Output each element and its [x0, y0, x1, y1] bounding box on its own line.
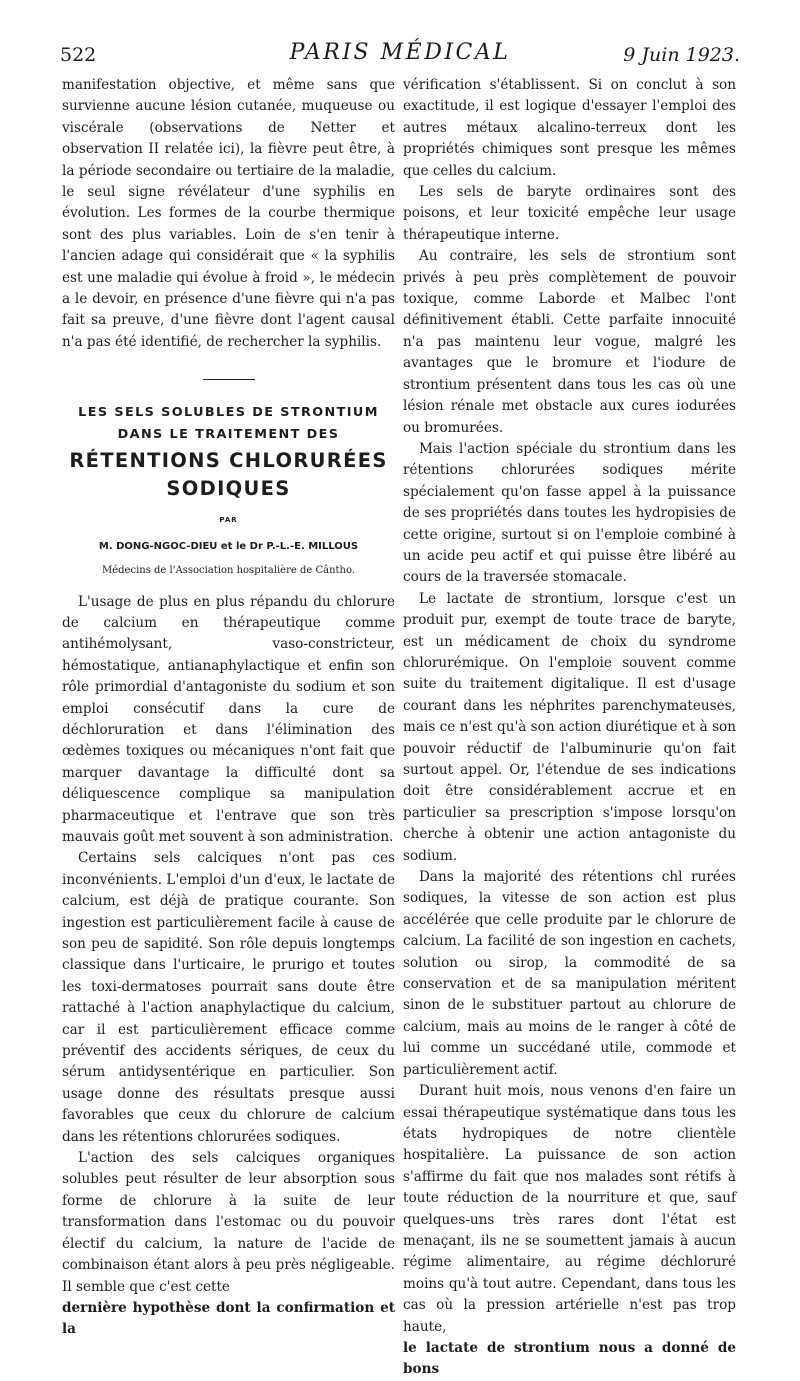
paragraph: Au contraire, les sels de strontium sont privés à peu près complètement de pouvoir toxique, comme Laborde et Malbec l'ont définitivement établi. Cette parfaite innocuité n'a pas maintenu leur vogue, malgré les avantages que le bromure et l'iodure de strontium présentent dans tous les cas où une lésion rénale met obstacle aux cures iodurées ou bromurées. — [403, 248, 736, 436]
paragraph: Les sels de baryte ordinaires sont des poisons, et leur toxicité empêche leur usage thérapeutique interne. — [403, 184, 736, 243]
continued-paragraph: vérification s'établissent. Si on conclut à son exactitude, il est logique d'essayer l'emploi des autres métaux alcalino-terreux dont les propriétés chimiques sont presque les mêmes que celles du calcium. — [403, 77, 736, 179]
paragraph-last-line: dernière hypothèse dont la confirmation et la — [62, 1299, 395, 1338]
paragraph: L'action des sels calciques organiques solubles peut résulter de leur absorption sous forme de chlorure à la suite de leur transformation dans l'estomac ou du pouvoir électif du calcium, la nature de l'acide de combinaison étant alors à peu près négligeable. Il semble que c'est cette — [62, 1150, 395, 1295]
article-title-line-3: RÉTENTIONS CHLORURÉES — [69, 449, 388, 473]
article-authors: M. DONG-NGOC-DIEU et le Dr P.-L.-E. MILLOUS — [98, 540, 359, 552]
paragraph: L'usage de plus en plus répandu du chlorure de calcium en thérapeutique comme antihémolysant, vaso-constricteur, hémostatique, antianaphylactique et enfin son rôle primordial d'antagoniste du sodium et son emploi consécutif dans la cure de déchloruration et dans l'élimination des œdèmes toxiques ou mécaniques n'ont fait que marquer davantage la difficulté dont sa déliquescence complique sa manipulation pharmaceutique et l'entrave que son très mauvais goût met souvent à son administration. — [62, 593, 395, 845]
paragraph: Certains sels calciques n'ont pas ces inconvénients. L'emploi d'un d'eux, le lactate de calcium, est déjà de pratique courante. Son ingestion est particulièrement facile à cause de son peu de sapidité. Son rôle depuis longtemps classique dans l'urticaire, le prurigo et toutes les toxi-dermatoses pourrait sans doute être rattaché à l'action anaphylactique du calcium, car il est particulièrement efficace comme préventif des accidents sériques, de ceux du sérum antidysentérique en particulier. Son usage donne des résultats presque aussi favorables que ceux du chlorure de calcium dans les rétentions chlorurées sodiques. — [62, 850, 395, 1145]
left-column — [62, 75, 395, 1341]
page-header — [60, 38, 740, 68]
page-number: 522 — [60, 44, 97, 66]
right-column — [403, 75, 736, 1381]
byline-par: PAR — [219, 516, 238, 525]
issue-date: 9 Juin 1923. — [623, 44, 740, 66]
paragraph: Mais l'action spéciale du strontium dans les rétentions chlorurées sodiques mérite spécialement qu'on fasse appel à la puissance de ses propriétés dans toutes les hydropisies de cette origine, surtout si on l'emploie combiné à un acide peu actif et qui puisse être libéré au cours de la traversée stomacale. — [403, 440, 736, 586]
continued-paragraph: manifestation objective, et même sans que survienne aucune lésion cutanée, muqueuse ou viscérale (observations de Netter et observation II relatée ici), la fièvre peut être, à la période secondaire ou tertiaire de la maladie, le seul signe révélateur d'une syphilis en évolution. Les formes de la courbe thermique sont des plus variables. Loin de s'en tenir à l'ancien adage qui considérait que « la syphilis est une maladie qui évolue à froid », le médecin a le devoir, en présence d'une fièvre qui n'a pas fait sa preuve, d'une fièvre dont l'agent causal n'a pas été identifié, de rechercher la syphilis. — [62, 77, 395, 350]
article-title-line-2: DANS LE TRAITEMENT DES — [117, 427, 340, 443]
author-affiliation: Médecins de l'Association hospitalière de Cântho. — [102, 565, 355, 577]
paragraph: Durant huit mois, nous venons d'en faire un essai thérapeutique systématique dans tous les états hydropiques de notre clientèle hospitalière. La puissance de son action s'affirme du fait que nos malades sont rétifs à toute réduction de la nourriture et que, sauf quelques-uns très rares dont l'état est menaçant, ils ne se soumettent jamais à aucun régime alimentaire, au régime déchloruré moins qu'à tout autre. Cependant, dans tous les cas où la pression artérielle n'est pas trop haute, — [403, 1083, 736, 1335]
paragraph: Dans la majorité des rétentions chl rurées sodiques, la vitesse de son action est plus accélérée que celle produite par le chlorure de calcium. La facilité de son ingestion en cachets, solution ou sirop, la commodité de sa conservation et de sa manipulation méritent sinon de le substituer partout au chlorure de calcium, mais au moins de le ranger à côté de lui comme un succédané utile, commode et particulièrement actif. — [403, 869, 736, 1078]
section-divider — [203, 379, 255, 380]
article-title-line-4: SODIQUES — [166, 477, 291, 501]
paragraph-last-line: le lactate de strontium nous a donné de bons — [403, 1339, 736, 1378]
article-title-line-1: LES SELS SOLUBLES DE STRONTIUM — [78, 405, 379, 421]
journal-title: PARIS MÉDICAL — [289, 40, 511, 65]
paragraph: Le lactate de strontium, lorsque c'est un produit pur, exempt de toute trace de baryte, est un médicament de choix du syndrome chlorurémique. On l'emploie souvent comme suite du traitement digitalique. Il est d'usage courant dans les néphrites parenchymateuses, mais ce n'est qu'à son action diurétique et à son pouvoir réductif de l'albuminurie qu'on fait surtout appel. Or, l'étendue de ses indications doit être considérablement accrue et en particulier sa prescription s'impose lorsqu'on cherche à obtenir une action antagoniste du sodium. — [403, 590, 736, 864]
